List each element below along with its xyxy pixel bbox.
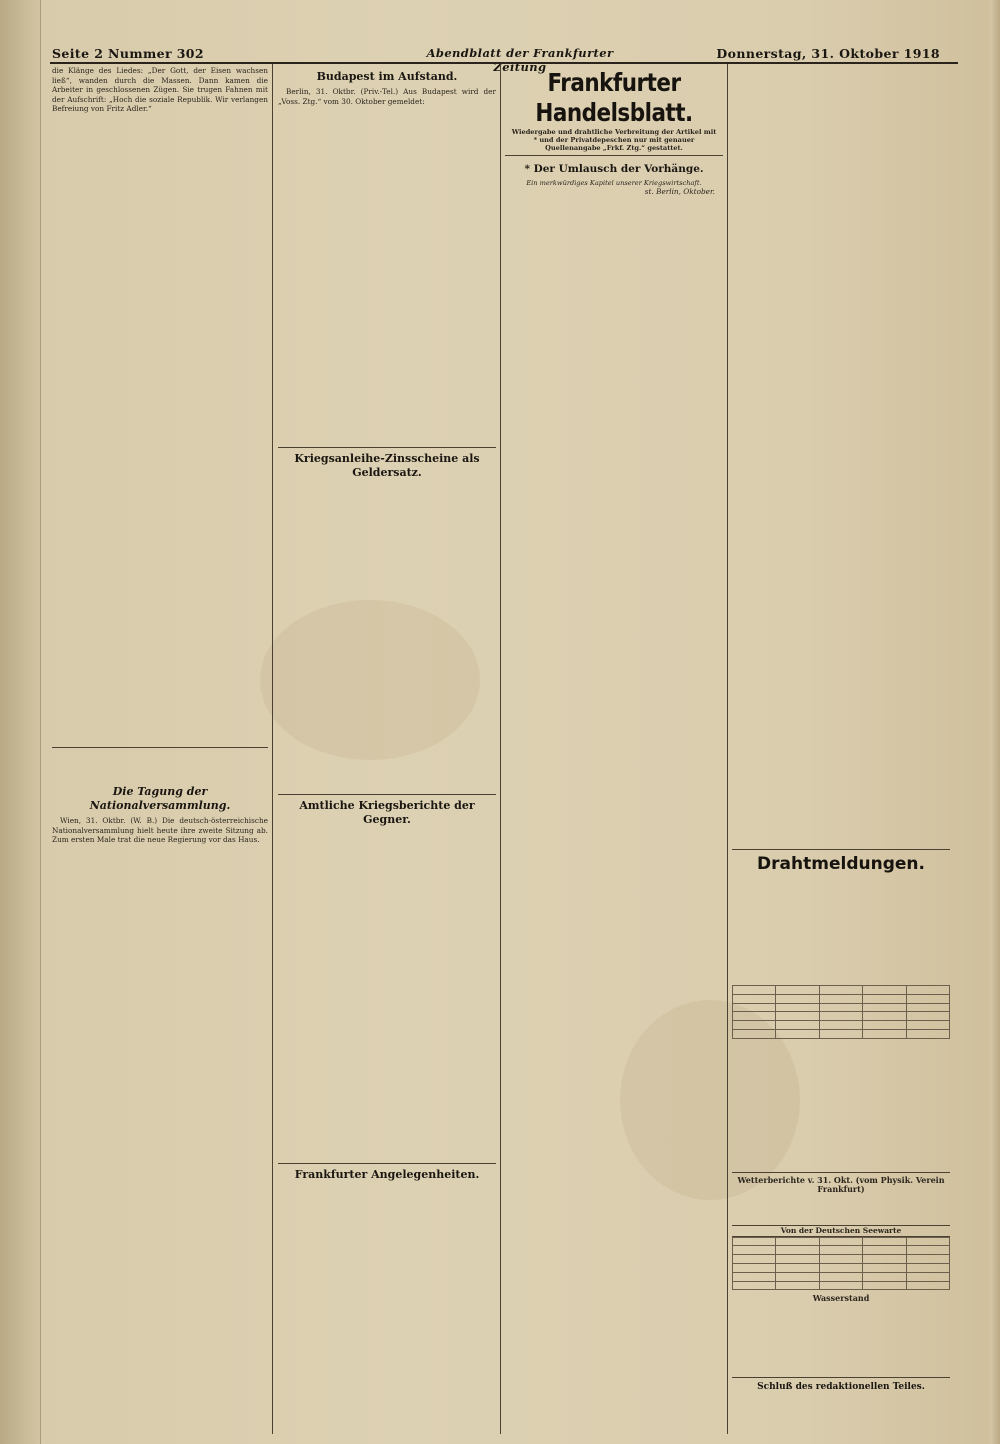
article-body xyxy=(732,66,950,846)
weather-heading: Wetterberichte v. 31. Okt. (vom Physik. Verein Frankfurt) xyxy=(737,1174,945,1195)
article-body xyxy=(732,1039,950,1169)
footer-note: Schluß des redaktionellen Teiles. xyxy=(757,1381,925,1392)
article-separator xyxy=(278,794,496,795)
article-separator xyxy=(278,1163,496,1164)
header-rule xyxy=(50,62,958,64)
article-body xyxy=(278,106,496,444)
article-heading: Budapest im Aufstand. xyxy=(316,70,458,83)
issue-date: Donnerstag, 31. Oktober 1918 xyxy=(716,46,940,61)
weather-table xyxy=(732,1237,950,1291)
article-title: * Der Umlausch der Vorhänge. xyxy=(524,163,704,175)
article-separator xyxy=(52,747,268,748)
page-number: Seite 2 Nummer 302 xyxy=(52,46,205,61)
column-divider xyxy=(727,64,728,1434)
article-separator xyxy=(278,447,496,448)
article-heading: Amtliche Kriegsberichte der Gegner. xyxy=(299,799,475,827)
article-body xyxy=(505,197,723,1427)
article-body xyxy=(732,1304,950,1374)
seewarte-heading: Von der Deutschen Seewarte xyxy=(732,1225,950,1237)
article-dateline: st. Berlin, Oktober. xyxy=(644,187,715,196)
exchange-table xyxy=(732,985,950,1039)
paper-title: Abendblatt der Frankfurter Zeitung xyxy=(426,46,614,74)
article-separator xyxy=(732,849,950,850)
article-heading: Kriegsanleihe-Zinsscheine als Geldersatz. xyxy=(294,452,480,480)
article-body xyxy=(52,751,268,781)
article-body xyxy=(732,875,950,985)
page-edge xyxy=(990,0,1000,1444)
article-body xyxy=(52,114,268,744)
article-body xyxy=(278,1185,496,1415)
column-divider xyxy=(272,64,273,1434)
water-level-heading: Wasserstand xyxy=(812,1293,870,1304)
column-3 xyxy=(505,66,723,1436)
article-dateline: Berlin, 31. Oktbr. (Priv.-Tel.) Aus Budapest wird der „Voss. Ztg.“ vom 30. Oktober gemeldet: xyxy=(278,87,496,106)
section-title: Drahtmeldungen. xyxy=(757,854,925,874)
column-1 xyxy=(52,66,268,1436)
article-heading: Die Tagung der Nationalversammlung. xyxy=(89,784,231,812)
article-body xyxy=(732,1195,950,1225)
article-body xyxy=(52,845,268,1436)
page-gutter xyxy=(0,0,41,1444)
column-2 xyxy=(278,66,496,1436)
article-separator xyxy=(732,1172,950,1173)
article-subtitle: Ein merkwürdiges Kapitel unserer Kriegswirtschaft. xyxy=(526,179,702,187)
column-4 xyxy=(732,66,950,1436)
section-subtitle: Wiedergabe und drahtliche Verbreitung der Artikel mit * und der Privatdepeschen nur mit genauer Quellenangabe „Frkf. Ztg.“ gestattet. xyxy=(511,128,717,152)
article-body xyxy=(278,483,496,791)
article-heading: Frankfurter Angelegenheiten. xyxy=(294,1168,480,1182)
section-title: Frankfurter Handelsblatt. xyxy=(535,68,693,127)
article-text: die Klänge des Liedes: „Der Gott, der Eisen wachsen ließ“, wanden durch die Massen. Dann kamen die Arbeiter in geschlossenen Zügen. Sie trugen Fahnen mit der Aufschrift: „Hoch die soziale Republik. Wir verlangen Befreiung von Fritz Adler.“ xyxy=(52,66,268,114)
article-text: Wien, 31. Oktbr. (W. B.) Die deutsch-österreichische Nationalversammlung hielt heute ihre zweite Sitzung ab. Zum ersten Male trat die neue Regierung vor das Haus. xyxy=(52,815,268,845)
article-separator xyxy=(732,1377,950,1378)
article-separator xyxy=(505,155,723,156)
article-body xyxy=(278,830,496,1160)
column-divider xyxy=(500,64,501,1434)
